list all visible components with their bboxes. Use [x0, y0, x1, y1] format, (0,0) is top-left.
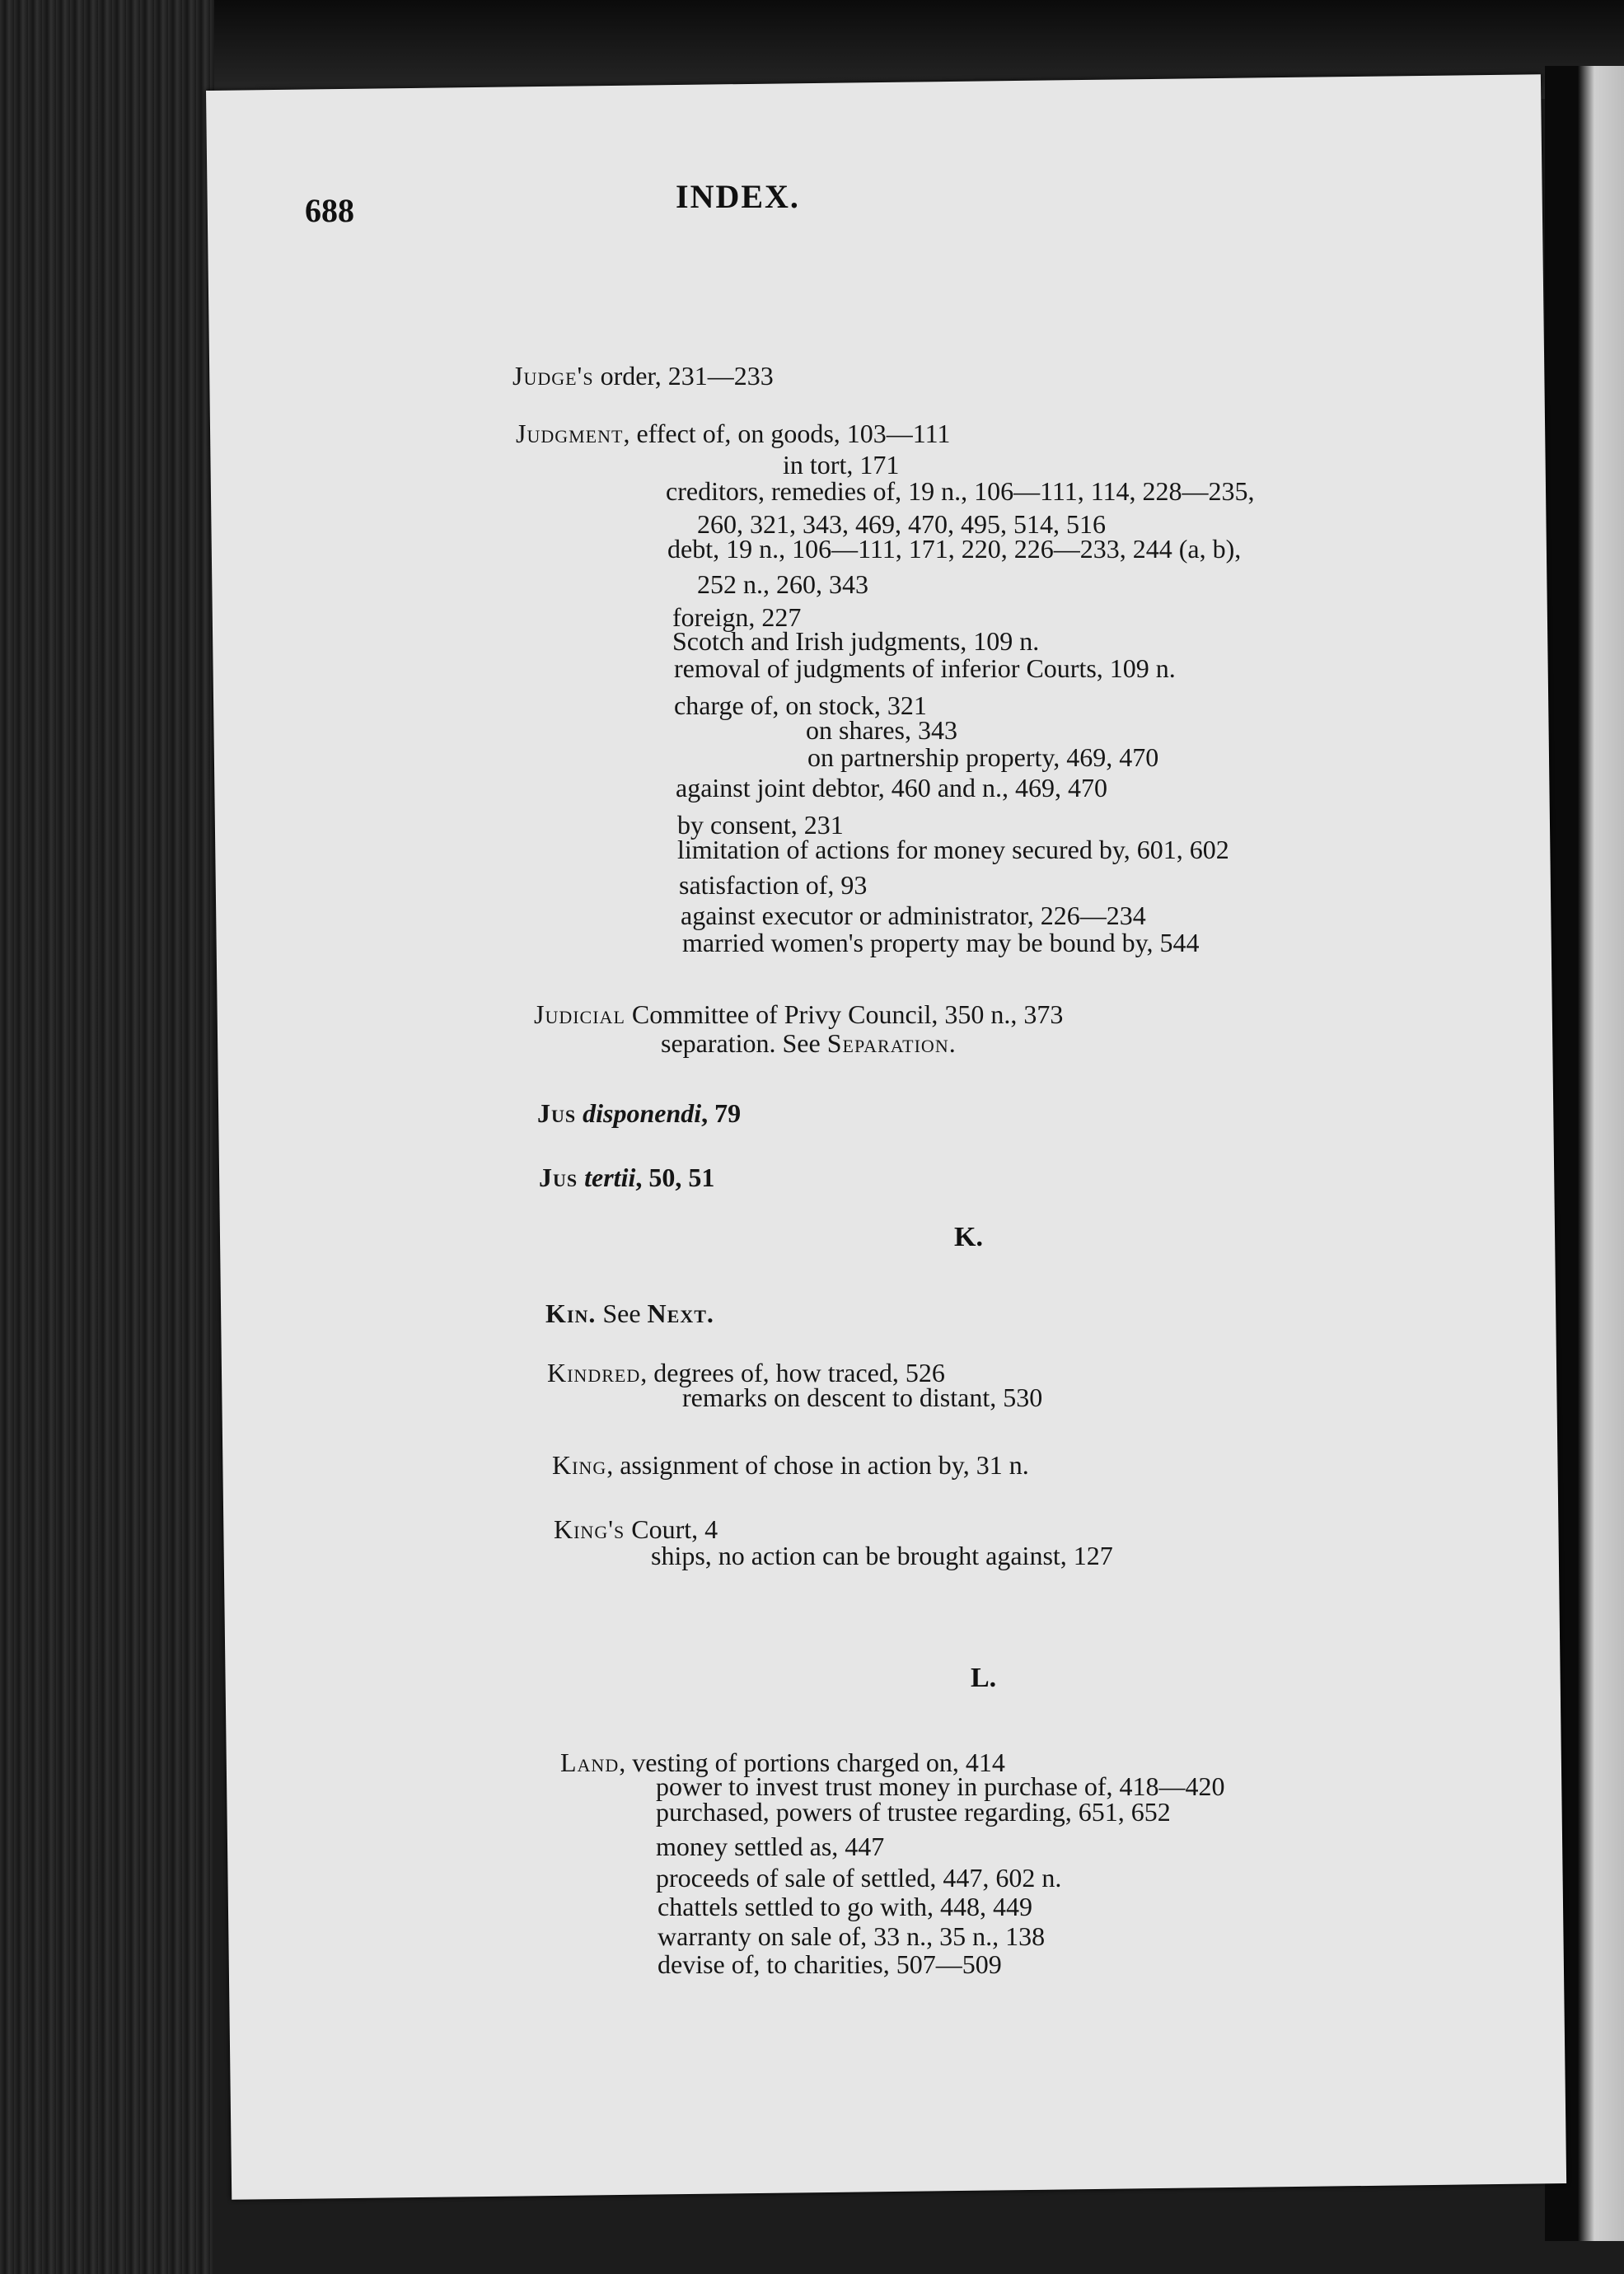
entry-text: , 50, 51 [635, 1163, 715, 1192]
sub-entry: devise of, to charities, 507—509 [658, 1949, 1002, 1979]
entry-text: , effect of, on goods, 103—111 [623, 419, 951, 448]
entry-text: order, 231—233 [593, 361, 774, 391]
sub-entry: satisfaction of, 93 [679, 870, 868, 900]
sub-entry: in tort, 171 [783, 450, 900, 480]
entry-text: Court, 4 [625, 1514, 718, 1544]
sub-entry: remarks on descent to distant, 530 [682, 1383, 1043, 1412]
cross-reference: Separation. [826, 1028, 957, 1058]
sub-entry: purchased, powers of trustee regarding, 651, 652 [656, 1797, 1171, 1827]
entry-jus-tertii [539, 1164, 714, 1191]
sub-entry: creditors, remedies of, 19 n., 106—111, 114, 228—235, [666, 476, 1255, 506]
entry-head: Kindred [547, 1358, 641, 1387]
sub-entry: by consent, 231 [677, 810, 844, 840]
entry-text: , 79 [701, 1098, 742, 1128]
sub-entry: Scotch and Irish judgments, 109 n. [672, 626, 1040, 656]
entry-judgment [516, 420, 950, 447]
entry-jus-disponendi [537, 1100, 741, 1126]
entry-head: King's [554, 1514, 625, 1544]
entry-kin [545, 1300, 714, 1326]
sub-entry: power to invest trust money in purchase of, 418—420 [656, 1771, 1225, 1801]
sub-entry: on shares, 343 [806, 715, 957, 745]
sub-entry: on partnership property, 469, 470 [807, 742, 1159, 772]
scan-left-border [0, 0, 214, 2274]
sub-entry: ships, no action can be brought against, 127 [651, 1541, 1113, 1570]
sub-entry: 252 n., 260, 343 [697, 569, 868, 599]
entry-head: Kin. [545, 1298, 597, 1328]
sub-entry: 260, 321, 343, 469, 470, 495, 514, 516 [697, 509, 1106, 539]
page-number: 688 [305, 192, 354, 229]
entry-head: Land [560, 1748, 620, 1777]
entry-judicial [534, 1001, 1063, 1027]
entry-head: King [552, 1450, 607, 1480]
section-letter-k: K. [954, 1222, 983, 1252]
entry-head: Judgment [516, 419, 624, 448]
entry-king [552, 1452, 1029, 1478]
sub-entry: proceeds of sale of settled, 447, 602 n. [656, 1863, 1062, 1893]
entry-italic: disponendi [576, 1098, 702, 1128]
cross-reference: Next. [647, 1298, 714, 1328]
sub-entry-separation [661, 1030, 957, 1056]
sub-entry: warranty on sale of, 33 n., 35 n., 138 [658, 1921, 1046, 1951]
entry-text: separation. See [661, 1028, 827, 1058]
running-head: INDEX. [676, 178, 800, 215]
entry-judge-order [512, 363, 774, 389]
entry-text: , vesting of portions charged on, 414 [619, 1748, 1005, 1777]
section-letter-l: L. [971, 1663, 997, 1693]
entry-text: , degrees of, how traced, 526 [640, 1358, 945, 1387]
sub-entry: limitation of actions for money secured by, 601, 602 [677, 835, 1229, 864]
entry-kings-court [554, 1516, 718, 1542]
sub-entry: money settled as, 447 [656, 1832, 885, 1861]
entry-text: Committee of Privy Council, 350 n., 373 [625, 999, 1064, 1029]
sub-entry: chattels settled to go with, 448, 449 [658, 1892, 1033, 1921]
sub-entry: married women's property may be bound by, 544 [682, 928, 1200, 957]
sub-entry: foreign, 227 [672, 602, 802, 632]
entry-head: Judicial [534, 999, 625, 1029]
entry-head: Judge's [512, 361, 594, 391]
entry-italic: tertii [578, 1163, 636, 1192]
sub-entry: removal of judgments of inferior Courts, 109 n. [674, 653, 1176, 683]
sub-entry: charge of, on stock, 321 [674, 690, 927, 720]
entry-head: Jus [539, 1163, 578, 1192]
sub-entry: against executor or administrator, 226—234 [681, 901, 1146, 930]
entry-text: See [596, 1298, 648, 1328]
entry-text: , assignment of chose in action by, 31 n. [606, 1450, 1029, 1480]
entry-head: Jus [537, 1098, 577, 1128]
sub-entry: against joint debtor, 460 and n., 469, 470 [676, 773, 1107, 802]
sub-entry: debt, 19 n., 106—111, 171, 220, 226—233, 244 (a, b), [667, 534, 1242, 564]
